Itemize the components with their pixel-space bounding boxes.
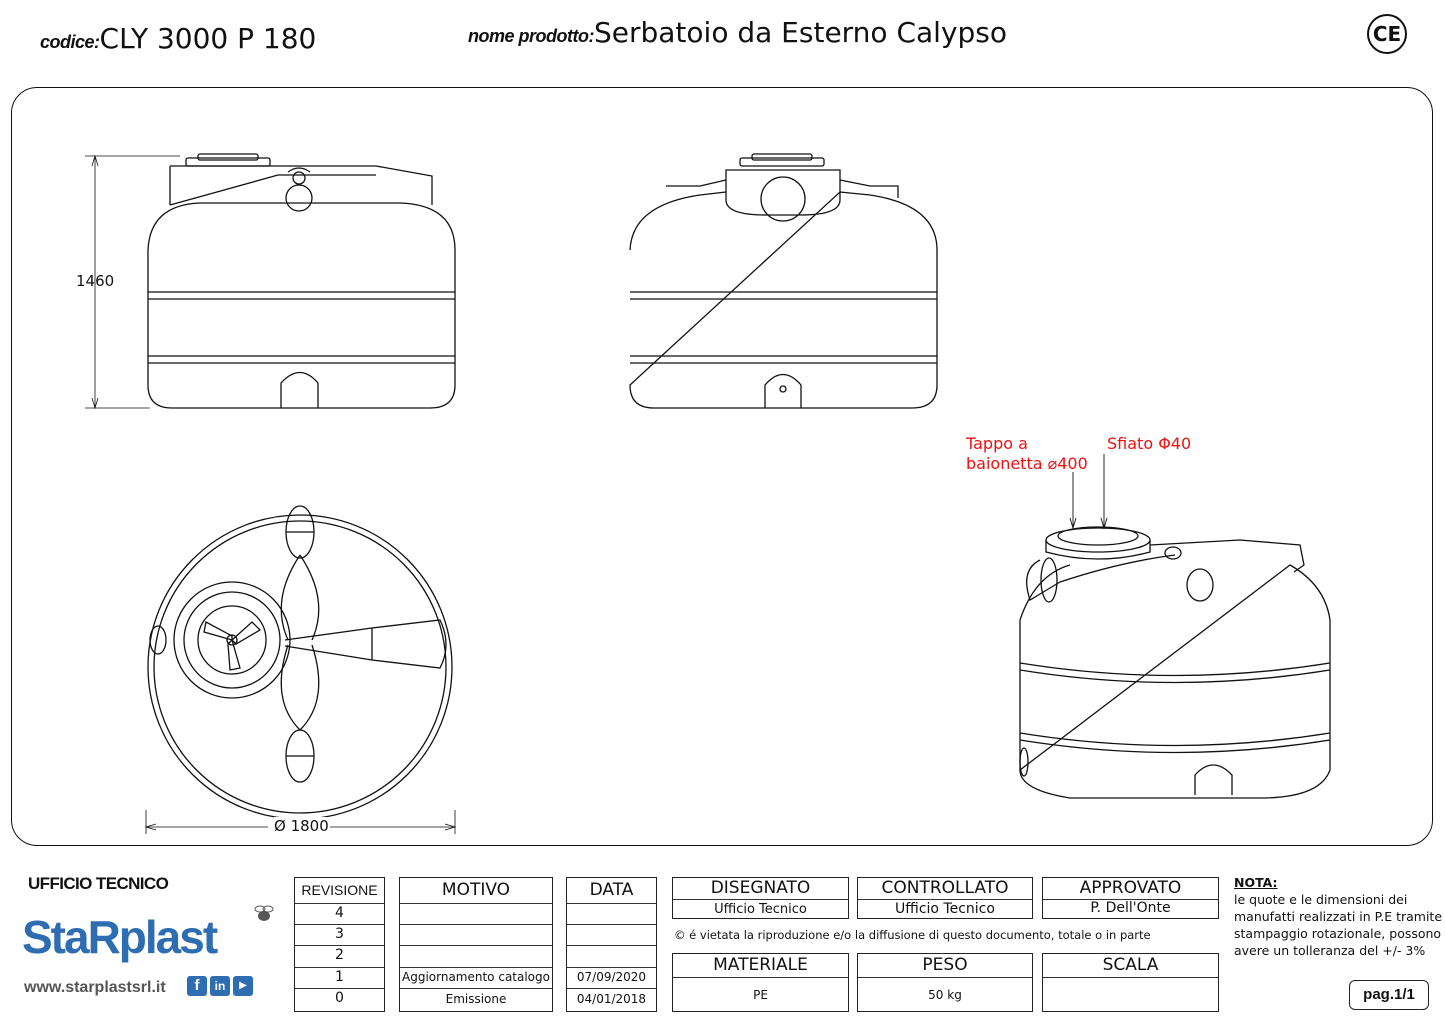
height-dimension: 1460 — [76, 272, 115, 290]
approved-by-box: APPROVATO P. Dell'Onte — [1042, 877, 1219, 919]
top-view — [146, 506, 455, 834]
vent-callout: Sfiato Φ40 — [1107, 434, 1192, 453]
department-title: UFFICIO TECNICO — [28, 874, 169, 893]
cap-callout: Tappo a baionetta ⌀400 — [966, 434, 1088, 473]
reason-header: MOTIVO — [441, 880, 511, 900]
website-link[interactable]: www.starplastsrl.it — [24, 979, 166, 996]
reason-cell: Emissione — [445, 992, 507, 1006]
diameter-dimension: Ø 1800 — [274, 817, 329, 835]
reason-cell: Aggiornamento catalogo — [402, 970, 550, 984]
date-header: DATA — [589, 880, 634, 900]
revision-cell: 4 — [335, 905, 344, 921]
note-title: NOTA: — [1234, 875, 1278, 890]
page-number: pag.1/1 — [1349, 980, 1429, 1010]
revision-cell: 2 — [335, 947, 344, 963]
code-label: codice: — [40, 32, 100, 52]
iso-view — [1020, 454, 1330, 798]
material-box: MATERIALE PE — [672, 953, 849, 1012]
checked-by-box: CONTROLLATO Ufficio Tecnico — [857, 877, 1033, 919]
social-icons — [187, 976, 253, 996]
reason-column — [399, 877, 553, 1012]
youtube-icon[interactable]: ▶ — [233, 976, 253, 996]
date-column — [566, 877, 657, 1012]
date-cell: 04/01/2018 — [576, 992, 647, 1006]
revision-column — [294, 877, 385, 1012]
weight-box: PESO 50 kg — [857, 953, 1033, 1012]
name-label: nome prodotto: — [468, 26, 594, 46]
front-view — [85, 154, 455, 408]
linkedin-icon[interactable]: in — [210, 976, 230, 996]
ce-mark-icon: CE — [1367, 14, 1407, 54]
revision-cell: 3 — [335, 926, 344, 942]
scale-box: SCALA — [1042, 953, 1219, 1012]
copyright-notice: © é vietata la riproduzione e/o la diffusione di questo documento, totale o in parte — [674, 928, 1151, 942]
drawn-by-box: DISEGNATO Ufficio Tecnico — [672, 877, 849, 919]
revision-header: REVISIONE — [301, 882, 378, 898]
starplast-logo: StaRplast — [22, 911, 217, 963]
note-block: NOTA: le quote e le dimensioni dei manufatti realizzati in P.E tramite stampaggio rotazionale, possono avere un tolleranza del +/- 3% — [1234, 875, 1443, 958]
date-cell: 07/09/2020 — [576, 970, 647, 984]
code-value: CLY 3000 P 180 — [99, 22, 317, 55]
revision-cell: 0 — [335, 990, 344, 1006]
revision-cell: 1 — [335, 969, 344, 985]
name-value: Serbatoio da Esterno Calypso — [593, 16, 1008, 49]
side-view — [630, 154, 937, 408]
bee-icon — [252, 902, 276, 926]
facebook-icon[interactable]: f — [187, 976, 207, 996]
